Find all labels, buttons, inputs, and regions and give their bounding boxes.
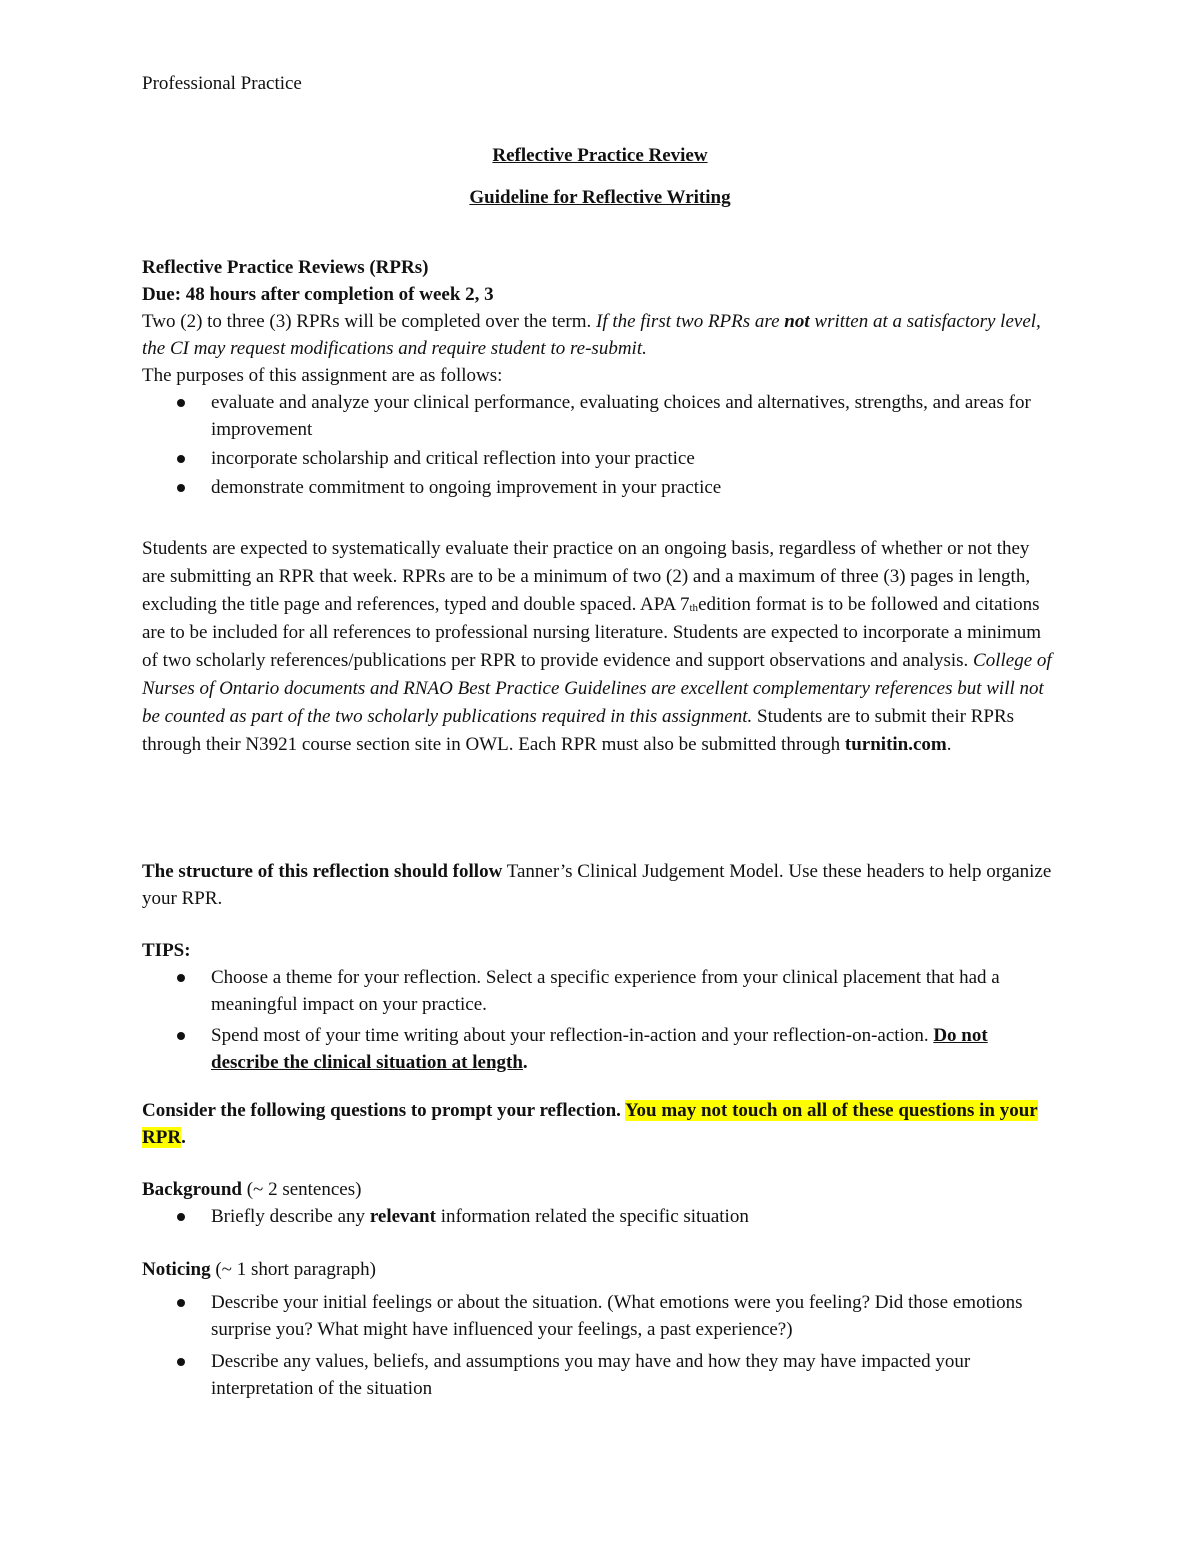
- list-item: Choose a theme for your reflection. Select a specific experience from your clinical placement that had a meaningful impact on your practice.: [142, 964, 1057, 1018]
- purposes-lead: The purposes of this assignment are as follows:: [142, 365, 503, 386]
- page-header: Professional Practice: [142, 73, 302, 94]
- background-list: [142, 1203, 1057, 1230]
- background-heading: Background (~ 2 sentences): [142, 1179, 362, 1200]
- highlighted-note: You may not touch on all of these questions in your RPR: [142, 1100, 1038, 1148]
- list-item: Briefly describe any relevant information related the specific situation: [142, 1203, 1057, 1230]
- tips-heading: TIPS:: [142, 940, 191, 961]
- list-item: Describe any values, beliefs, and assumptions you may have and how they may have impacted your interpretation of the situation: [142, 1348, 1057, 1402]
- tips-list: [142, 964, 1057, 1076]
- list-item: evaluate and analyze your clinical performance, evaluating choices and alternatives, strengths, and areas for improvement: [142, 389, 1057, 443]
- rpr-due: Due: 48 hours after completion of week 2, 3: [142, 284, 494, 305]
- list-item: Spend most of your time writing about your reflection-in-action and your reflection-on-action. Do not describe the clinical situation at length.: [142, 1022, 1057, 1076]
- tips-section: [142, 937, 1057, 1076]
- noticing-heading: Noticing (~ 1 short paragraph): [142, 1259, 376, 1280]
- list-item: Describe your initial feelings or about the situation. (What emotions were you feeling? Did those emotions surprise you? What might have influenced your feelings, a past experience?): [142, 1289, 1057, 1343]
- rpr-heading: Reflective Practice Reviews (RPRs): [142, 257, 429, 278]
- consider-paragraph: Consider the following questions to prompt your reflection. You may not touch on all of these questions in your RPR.: [142, 1100, 1038, 1148]
- structure-paragraph: The structure of this reflection should follow Tanner’s Clinical Judgement Model. Use these headers to help organize your RPR.: [142, 861, 1052, 909]
- document-title: Reflective Practice Review: [492, 145, 708, 166]
- background-section: [142, 1176, 1057, 1230]
- document-subtitle: Guideline for Reflective Writing: [469, 187, 731, 208]
- purposes-list: [142, 389, 1057, 501]
- noticing-list: [142, 1289, 1057, 1402]
- noticing-section: [142, 1256, 1057, 1402]
- list-item: demonstrate commitment to ongoing improvement in your practice: [142, 474, 1057, 501]
- rpr-intro: Two (2) to three (3) RPRs will be completed over the term. If the first two RPRs are not written at a satisfactory level, the CI may request modifications and require student to re-submit.: [142, 311, 1041, 359]
- list-item: incorporate scholarship and critical reflection into your practice: [142, 445, 1057, 472]
- rpr-section: [142, 254, 1057, 501]
- body-paragraph: Students are expected to systematically evaluate their practice on an ongoing basis, regardless of whether or not they are submitting an RPR that week. RPRs are to be a minimum of two (2) and a maximum of three (3) pages in length, excluding the title page and references, typed and double spaced. APA 7thedition format is to be followed and citations are to be included for all references to professional nursing literature. Students are expected to incorporate a minimum of two scholarly references/publications per RPR to provide evidence and support observations and analysis. College of Nurses of Ontario documents and RNAO Best Practice Guidelines are excellent complementary references but will not be counted as part of the two scholarly publications required in this assignment. Students are to submit their RPRs through their N3921 course section site in OWL. Each RPR must also be submitted through turnitin.com.: [142, 538, 1052, 755]
